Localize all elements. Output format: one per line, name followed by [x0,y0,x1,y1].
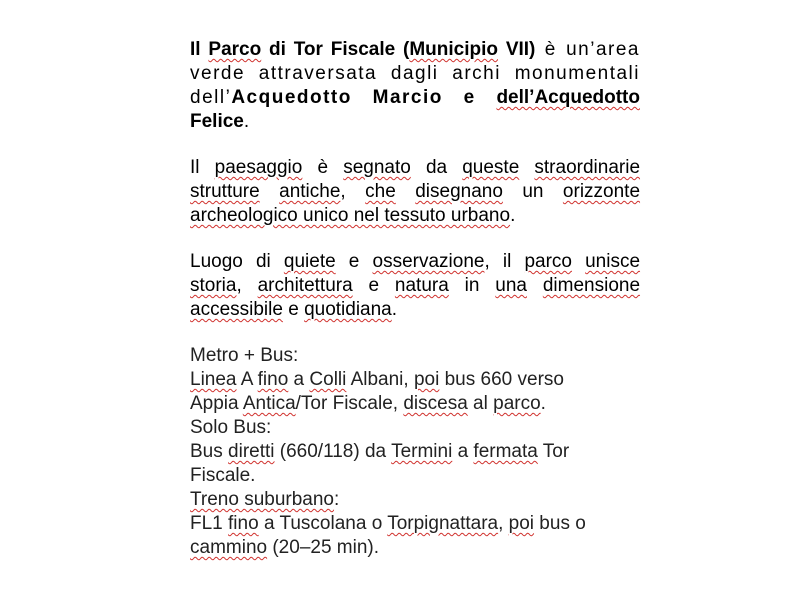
text: e [335,251,373,272]
text: Bus [190,441,229,462]
spellcheck-word: Treno suburbano [190,489,335,510]
text: Albani, [346,369,414,390]
text: e [352,275,395,296]
spellcheck-word: paesaggio [214,157,303,178]
spellcheck-word: orizzonte [562,181,641,202]
text: Marcio e [351,87,497,108]
spellcheck-word: queste [462,157,520,178]
spellcheck-word: archeologico unico nel tessuto urbano [190,205,511,226]
text: Il [190,157,215,178]
spellcheck-word: fino [228,513,259,534]
text: da [410,157,463,178]
text: un [502,181,563,202]
spellcheck-word: accessibile [190,299,283,320]
text: , [236,275,258,296]
spellcheck-word: quiete [283,251,336,272]
spellcheck-word: parco [524,251,572,272]
text: a [288,369,310,390]
text: . [243,111,250,132]
text: : [334,489,340,510]
bus-heading: Solo Bus: [190,417,272,438]
text: a Tuscolana o [258,513,388,534]
train-heading [190,488,640,512]
text: A [236,369,258,390]
spellcheck-word: parco [493,393,541,414]
spellcheck-word: Parco [208,39,262,60]
spellcheck-word: dimensione [542,275,641,296]
spellcheck-word: disegnano [415,181,503,202]
text: Luogo di [190,251,284,272]
spellcheck-word: osservazione [372,251,485,272]
text: di Tor Fiscale ( [261,39,410,60]
spellcheck-word: cammino [190,537,268,558]
spellcheck-word: straordinarie [534,157,641,178]
text: , [498,513,509,534]
spellcheck-word: Termini [391,441,453,462]
spellcheck-word: Antica [242,393,296,414]
bus-line-1 [190,440,640,464]
text: . [540,393,546,414]
document-page [190,38,640,560]
text: , il [484,251,525,272]
spellcheck-word: unisce [585,251,641,272]
text: Tor [537,441,570,462]
spellcheck-word: Colli [309,369,347,390]
metro-heading: Metro + Bus: [190,345,299,366]
spellcheck-word: discesa [403,393,468,414]
metro-line-1 [190,368,640,392]
text [260,181,279,202]
text: . [510,205,516,226]
text: Felice [190,111,244,132]
text: /Tor Fiscale, [295,393,404,414]
spellcheck-word: Linea [190,369,237,390]
text: è [302,157,344,178]
text [396,181,415,202]
spellcheck-word: poi [413,369,440,390]
paragraph-intro [190,38,640,134]
text: in [448,275,496,296]
text: è un’area verde attraversata dagli archi monumentali dell’ [190,39,640,108]
text: , [340,181,366,202]
text: . [391,299,398,320]
text: FL1 [190,513,229,534]
bus-line-2: Fiscale. [190,465,256,486]
text: al [467,393,494,414]
spellcheck-word: Municipio [409,39,498,60]
spellcheck-word: dell’Acquedotto [496,87,640,108]
spellcheck-word: architettura [257,275,353,296]
spellcheck-word: fermata [473,441,538,462]
spellcheck-word: segnato [343,157,411,178]
spellcheck-word: Torpignattara [387,513,499,534]
text [572,251,585,272]
text: VII) [498,39,536,60]
spellcheck-word: diretti [228,441,275,462]
text: (20–25 min). [267,537,380,558]
paragraph-quiet-place [190,250,640,322]
text: (660/118) da [274,441,392,462]
spellcheck-word: storia [190,275,237,296]
paragraph-landscape [190,156,640,228]
text: bus 660 verso [439,369,564,390]
spellcheck-word: una [495,275,527,296]
train-line-2 [190,536,640,560]
train-line-1 [190,512,640,536]
spellcheck-word: strutture [190,181,260,202]
text: bus o [534,513,586,534]
text: e [282,299,305,320]
transport-info [190,344,640,560]
spellcheck-word: poi [508,513,535,534]
spellcheck-word: natura [394,275,449,296]
metro-line-2 [190,392,640,416]
spellcheck-word: fino [257,369,289,390]
spellcheck-word: che [365,181,396,202]
text [519,157,534,178]
text: Acquedotto [231,87,352,108]
text: Il [190,39,209,60]
text: a [452,441,474,462]
text: Appia [190,393,243,414]
text [527,275,543,296]
spellcheck-word: quotidiana [304,299,392,320]
spellcheck-word: antiche [279,181,341,202]
